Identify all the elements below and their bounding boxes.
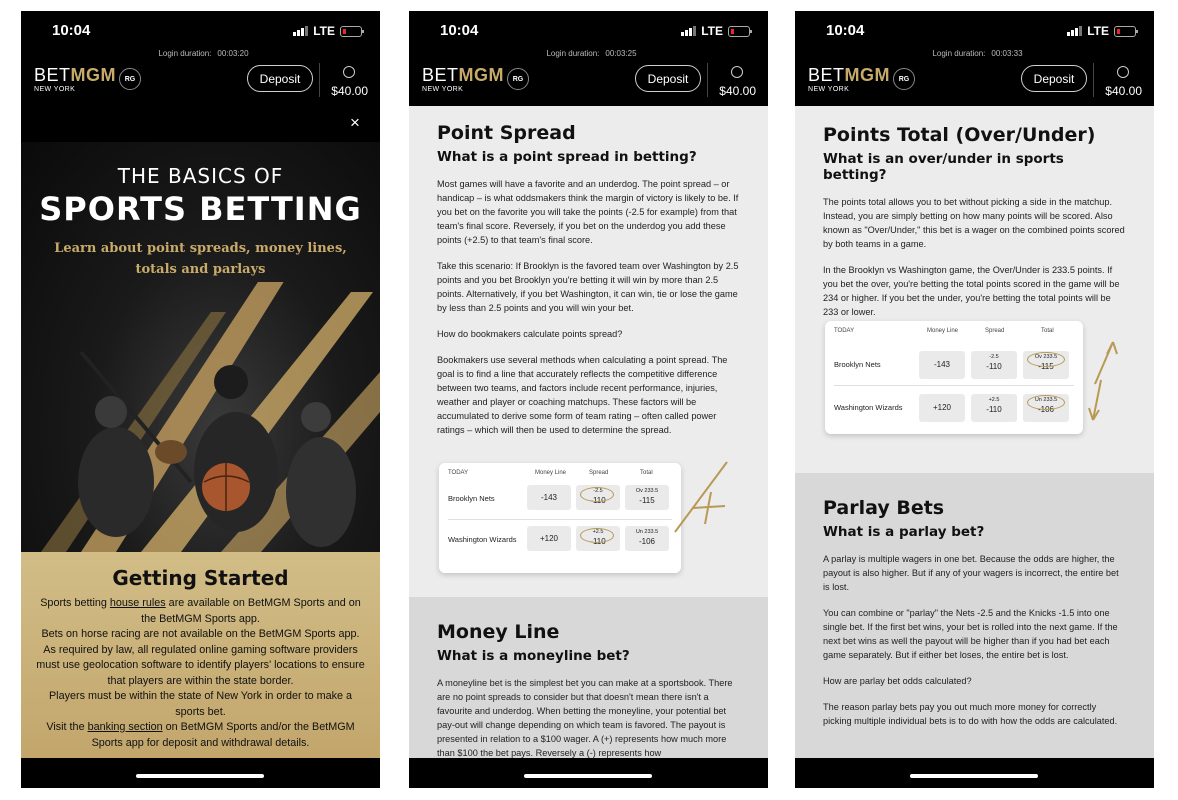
- rg-badge-icon[interactable]: RG: [119, 68, 141, 90]
- total-cell[interactable]: Un 233.5 -106: [1023, 394, 1069, 422]
- paragraph: A moneyline bet is the simplest bet you can make at a sportsbook. There are no point spreads to consider but that doesn't mean there isn't a favourite and underdog. When betting the moneyline, your potential bet pay-out will change depending on which team is favored. The payout is presented in relation to a $100 wager. A (+) represents how much more than $100 the bet pays. Reversely a (-) represents how: [437, 678, 733, 758]
- paragraph: Most games will have a favorite and an underdog. The point spread – or handicap – is what oddsmakers think the margin of victory is likely to be. If you bet on the favorite you will take the points (-2.5 for example) from that team's final score. Reversely, if you bet on the underdog you add these points (+2.5) to that team's final score.: [437, 179, 739, 245]
- paragraph: Bets on horse racing are not available on the BetMGM Sports app.: [41, 628, 360, 640]
- paragraph: In the Brooklyn vs Washington game, the Over/Under is 233.5 points. If you bet the over, you're betting the total points scored in the game will be 234 or higher. If you bet the under, you're betting the total points will be 233 or lower.: [823, 265, 1120, 317]
- section-title: Points Total (Over/Under): [823, 124, 1096, 146]
- balance[interactable]: $40.00: [719, 84, 756, 98]
- status-time: 10:04: [826, 22, 865, 39]
- highlight-circle: [1027, 352, 1065, 367]
- highlight-circle: [1027, 395, 1065, 410]
- point-spread-section: [409, 106, 768, 597]
- odds-header-today: TODAY: [834, 328, 855, 334]
- signal-icon: [681, 26, 696, 36]
- balance[interactable]: $40.00: [331, 84, 368, 98]
- section-subtitle: What is a point spread in betting?: [437, 149, 697, 165]
- betmgm-logo[interactable]: BETMGM: [422, 65, 505, 85]
- team-name: Washington Wizards: [448, 535, 517, 544]
- team-name: Washington Wizards: [834, 403, 903, 412]
- banking-section-link[interactable]: banking section: [87, 721, 163, 733]
- up-down-arrows-icon: [1085, 336, 1125, 426]
- points-total-section: [795, 106, 1154, 473]
- section-title: Getting Started: [112, 566, 289, 590]
- main-content: [795, 106, 1154, 758]
- athletes-illustration: [21, 282, 380, 552]
- moneyline-cell[interactable]: +120: [527, 526, 571, 551]
- login-time: 00:03:20: [217, 49, 249, 58]
- battery-icon: [728, 26, 750, 37]
- app-header: [409, 63, 768, 106]
- spread-cell[interactable]: -2.5 -110: [971, 351, 1017, 379]
- divider: [834, 385, 1074, 386]
- highlight-circle: [580, 528, 614, 543]
- signal-icon: [1067, 26, 1082, 36]
- team-name: Brooklyn Nets: [448, 494, 495, 503]
- paragraph: The reason parlay bets pay you out much more money for correctly picking multiple individual bets is to do with how the odds are calculated.: [823, 702, 1118, 726]
- plus-minus-scribble-icon: [667, 458, 737, 538]
- home-indicator[interactable]: [795, 758, 1154, 788]
- divider: [1093, 63, 1094, 97]
- close-icon[interactable]: ×: [350, 113, 360, 132]
- spread-cell[interactable]: +2.5 -110: [971, 394, 1017, 422]
- app-header: [795, 63, 1154, 106]
- status-bar: [795, 11, 1154, 49]
- login-time: 00:03:33: [991, 49, 1023, 58]
- odds-header-total: Total: [1041, 328, 1054, 334]
- paragraph: How do bookmakers calculate points spread?: [437, 329, 623, 339]
- hero-title-line2: SPORTS BETTING: [39, 190, 362, 228]
- moneyline-cell[interactable]: -143: [527, 485, 571, 510]
- hero-banner: [21, 142, 380, 552]
- phone-screen-points-total: [795, 11, 1154, 788]
- rg-badge-icon[interactable]: RG: [507, 68, 529, 90]
- highlight-circle: [580, 487, 614, 502]
- battery-icon: [340, 26, 362, 37]
- getting-started-section: [21, 552, 380, 758]
- section-title: Point Spread: [437, 122, 576, 144]
- odds-table: [825, 321, 1083, 434]
- paragraph: Players must be within the state of New York in order to make a sports bet.: [48, 690, 353, 718]
- paragraph: Sports betting house rules are available on BetMGM Sports and on the BetMGM Sports app.: [40, 597, 361, 625]
- deposit-button[interactable]: Deposit: [1021, 65, 1087, 92]
- odds-header-moneyline: Money Line: [927, 328, 959, 334]
- odds-header-spread: Spread: [985, 328, 1005, 334]
- paragraph: How are parlay bet odds calculated?: [823, 676, 972, 686]
- total-cell[interactable]: Un 233.5 -106: [625, 526, 669, 551]
- status-bar: [409, 11, 768, 49]
- network-label: LTE: [1087, 24, 1109, 38]
- total-cell[interactable]: Ov 233.5 -115: [625, 485, 669, 510]
- paragraph: Visit the banking section on BetMGM Sports and/or the BetMGM Sports app for deposit and withdrawal details.: [46, 721, 355, 749]
- main-content: [21, 106, 380, 758]
- login-duration: Login duration: 00:03:20: [158, 49, 249, 58]
- odds-table: [439, 463, 681, 573]
- paragraph: The points total allows you to bet without picking a side in the matchup. Instead, you are simply betting on how many points will be scored. Also known as "Over/Under," this bet is a wager on the combined points scored by both teams in a game.: [823, 197, 1125, 249]
- signal-icon: [293, 26, 308, 36]
- paragraph: A parlay is multiple wagers in one bet. Because the odds are higher, the payout is also higher. But if any of your wagers is incorrect, the entire bet is lost.: [823, 554, 1119, 592]
- network-label: LTE: [701, 24, 723, 38]
- rg-badge-icon[interactable]: RG: [893, 68, 915, 90]
- parlay-bets-section: [795, 473, 1154, 758]
- team-name: Brooklyn Nets: [834, 360, 881, 369]
- home-indicator[interactable]: [21, 758, 380, 788]
- status-time: 10:04: [52, 22, 91, 39]
- section-title: Money Line: [437, 621, 560, 643]
- odds-header-today: TODAY: [448, 470, 469, 476]
- divider: [707, 63, 708, 97]
- main-content: [409, 106, 768, 758]
- deposit-button[interactable]: Deposit: [247, 65, 313, 92]
- divider: [448, 519, 672, 520]
- region-label: NEW YORK: [422, 86, 464, 93]
- moneyline-cell[interactable]: -143: [919, 351, 965, 379]
- home-indicator[interactable]: [409, 758, 768, 788]
- betmgm-logo[interactable]: BETMGM: [34, 65, 117, 85]
- paragraph: Take this scenario: If Brooklyn is the favored team over Washington by 2.5 points and you bet Brooklyn you're betting it will win by more than 2.5 points. Alternatively, if you bet Washington, it can win, tie or lose the game by less than 2.5 points and you will win your bet.: [437, 261, 739, 313]
- app-header: [21, 63, 380, 106]
- balance[interactable]: $40.00: [1105, 84, 1142, 98]
- betmgm-logo[interactable]: BETMGM: [808, 65, 891, 85]
- section-subtitle: What is a parlay bet?: [823, 524, 985, 540]
- status-time: 10:04: [440, 22, 479, 39]
- deposit-button[interactable]: Deposit: [635, 65, 701, 92]
- section-subtitle: What is a moneyline bet?: [437, 648, 630, 664]
- region-label: NEW YORK: [808, 86, 850, 93]
- user-icon[interactable]: [731, 66, 743, 78]
- moneyline-cell[interactable]: +120: [919, 394, 965, 422]
- money-line-section: [409, 597, 768, 758]
- login-time: 00:03:25: [605, 49, 637, 58]
- total-cell[interactable]: Ov 233.5 -115: [1023, 351, 1069, 379]
- divider: [319, 63, 320, 97]
- phone-screen-getting-started: [21, 11, 380, 788]
- odds-header-total: Total: [640, 470, 653, 476]
- spread-cell[interactable]: -2.5 -110: [576, 485, 620, 510]
- user-icon[interactable]: [1117, 66, 1129, 78]
- odds-header-moneyline: Money Line: [535, 470, 567, 476]
- battery-icon: [1114, 26, 1136, 37]
- status-bar: [21, 11, 380, 49]
- section-title: Parlay Bets: [823, 497, 945, 519]
- hero-title-line1: THE BASICS OF: [117, 164, 284, 188]
- login-duration: Login duration: 00:03:33: [932, 49, 1023, 58]
- paragraph: As required by law, all regulated online gaming software providers must use geolocation software to identify players' locations to ensure that players are within the state border.: [36, 643, 365, 687]
- user-icon[interactable]: [343, 66, 355, 78]
- network-label: LTE: [313, 24, 335, 38]
- section-subtitle: What is an over/under in sports betting?: [823, 151, 1064, 183]
- hero-subtitle: Learn about point spreads, money lines, totals and parlays: [54, 241, 347, 277]
- paragraph: You can combine or "parlay" the Nets -2.5 and the Knicks -1.5 into one single bet. If the first bet wins, your bet is rolled into the next game. If the next bet wins as well the payout will be higher than if you had bet each game separately. But if either bet loses, the entire bet is lost.: [823, 608, 1118, 660]
- house-rules-link[interactable]: house rules: [109, 597, 166, 609]
- odds-header-spread: Spread: [589, 470, 609, 476]
- login-duration: Login duration: 00:03:25: [546, 49, 637, 58]
- paragraph: Bookmakers use several methods when calculating a point spread. The goal is to find a line that accurately reflects the competitive difference between two teams, and factors include recent performance, injuries, weather and player or coaching matchups. These factors will be accumulated to derive some form of team rating – often called power ratings – which will then be used to determine the spread.: [437, 355, 728, 435]
- spread-cell[interactable]: +2.5 -110: [576, 526, 620, 551]
- region-label: NEW YORK: [34, 86, 76, 93]
- phone-screen-point-spread: [409, 11, 768, 788]
